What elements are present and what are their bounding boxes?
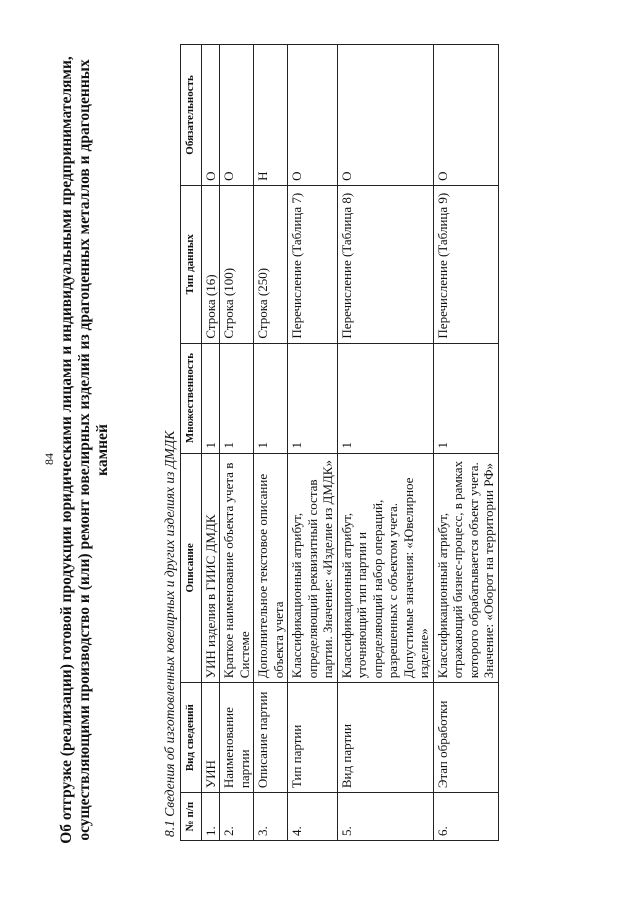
- table-row: [337, 45, 433, 841]
- cell-type: Перечисление (Таблица 8): [337, 185, 433, 343]
- cell-desc: Дополнительное текстовое описание объекта учета: [254, 453, 288, 683]
- header-kind: Вид сведений: [181, 683, 202, 793]
- header-desc: Описание: [181, 453, 202, 683]
- title-line-3: камней: [94, 424, 111, 476]
- section-title: 8.1 Сведения об изготовленных ювелирных и других изделиях из ДМДК: [162, 430, 177, 837]
- cell-desc: Краткое наименование объекта учета в Системе: [220, 453, 254, 683]
- cell-req: О: [433, 45, 498, 186]
- cell-req: О: [220, 45, 254, 186]
- cell-mult: 1: [220, 343, 254, 453]
- cell-desc: Классификационный атрибут, уточняющий тип партии и определяющий набор операций, разрешенных с объектом учета. Допустимые значения: «Ювелирное изделие»: [337, 453, 433, 683]
- header-req: Обязательность: [181, 45, 202, 186]
- cell-num: 6.: [433, 793, 498, 841]
- cell-type: Перечисление (Таблица 7): [288, 185, 338, 343]
- cell-num: 5.: [337, 793, 433, 841]
- cell-mult: 1: [337, 343, 433, 453]
- cell-req: Н: [254, 45, 288, 186]
- cell-type: Строка (100): [220, 185, 254, 343]
- title-line-2: осуществляющими производство и (или) ремонт ювелирных изделий из драгоценных металлов и драгоценных: [76, 59, 93, 841]
- cell-kind: Описание партии: [254, 683, 288, 793]
- table-row: [288, 45, 338, 841]
- table-row: [254, 45, 288, 841]
- title-line-1: Об отгрузке (реализации) готовой продукции юридическими лицами и индивидуальными предпринимателями,: [58, 56, 75, 844]
- cell-type: Строка (250): [254, 185, 288, 343]
- cell-type: Строка (16): [201, 185, 220, 343]
- data-table: [180, 44, 499, 841]
- cell-req: О: [201, 45, 220, 186]
- cell-num: 1.: [201, 793, 220, 841]
- cell-kind: Наименование партии: [220, 683, 254, 793]
- table-header-row: [181, 45, 202, 841]
- cell-kind: Тип партии: [288, 683, 338, 793]
- cell-desc: Классификационный атрибут, определяющий реквизитный состав партии. Значение: «Изделие из ДМДК»: [288, 453, 338, 683]
- cell-desc: Классификационный атрибут, отражающий бизнес-процесс, в рамках которого обрабатывается объект учета. Значение: «Оборот на территории РФ»: [433, 453, 498, 683]
- cell-type: Перечисление (Таблица 9): [433, 185, 498, 343]
- page-number: 84: [42, 453, 56, 465]
- table-row: [220, 45, 254, 841]
- cell-desc: УИН изделия в ГИИС ДМДК: [201, 453, 220, 683]
- cell-num: 4.: [288, 793, 338, 841]
- cell-req: О: [337, 45, 433, 186]
- cell-mult: 1: [288, 343, 338, 453]
- header-num: № п/п: [181, 793, 202, 841]
- cell-mult: 1: [254, 343, 288, 453]
- cell-num: 3.: [254, 793, 288, 841]
- table-row: [201, 45, 220, 841]
- header-type: Тип данных: [181, 185, 202, 343]
- cell-req: О: [288, 45, 338, 186]
- cell-kind: Этап обработки: [433, 683, 498, 793]
- cell-kind: Вид партии: [337, 683, 433, 793]
- header-mult: Множественность: [181, 343, 202, 453]
- cell-kind: УИН: [201, 683, 220, 793]
- cell-num: 2.: [220, 793, 254, 841]
- document-title: [58, 55, 112, 845]
- table-row: [433, 45, 498, 841]
- cell-mult: 1: [433, 343, 498, 453]
- cell-mult: 1: [201, 343, 220, 453]
